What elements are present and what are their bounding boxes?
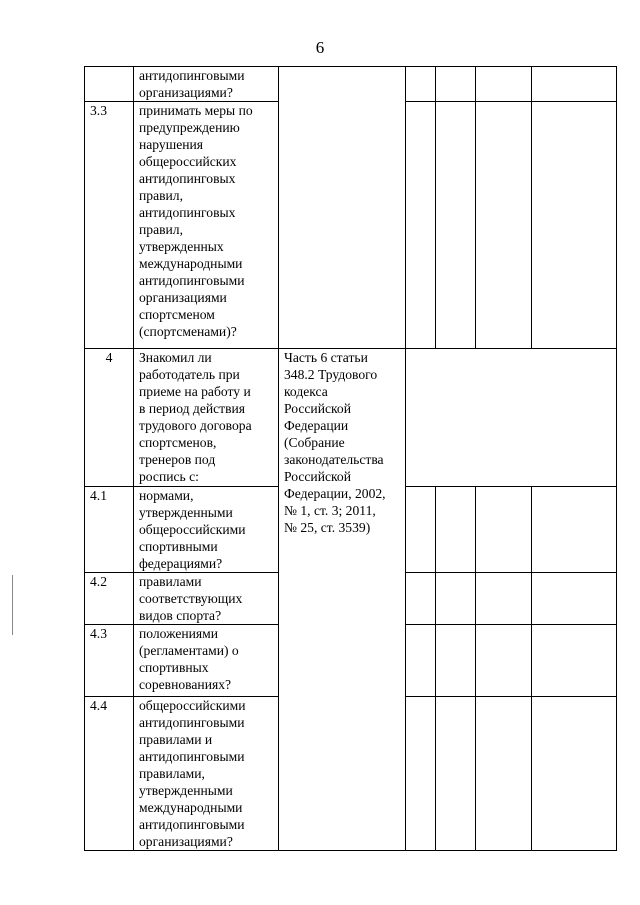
table-row	[85, 67, 617, 102]
item-number: 3.3	[85, 102, 134, 349]
check-cell	[532, 573, 617, 625]
table-row	[85, 349, 617, 487]
scan-artifact	[12, 575, 13, 635]
item-number: 4.2	[85, 573, 134, 625]
check-cell	[406, 573, 436, 625]
merged-check-cell	[406, 349, 617, 487]
check-cell	[532, 697, 617, 851]
page-number: 6	[315, 38, 325, 57]
checklist-table	[84, 66, 617, 851]
item-question: общероссийскими антидопинговыми правилами и антидопинговыми правилами, утвержденными международными антидопинговыми организациями?	[134, 697, 279, 851]
item-number: 4.1	[85, 487, 134, 573]
item-question: Знакомил ли работодатель при приеме на работу и в период действия трудового договора спортсменов, тренеров под роспись с:	[134, 349, 279, 487]
check-cell	[476, 102, 532, 349]
check-cell	[406, 67, 436, 102]
legal-reference: Часть 6 статьи 348.2 Трудового кодекса Российской Федерации (Собрание законодательства Российской Федерации, 2002, № 1, ст. 3; 2011, № 25, ст. 3539)	[279, 349, 406, 851]
check-cell	[532, 625, 617, 697]
item-question: нормами, утвержденными общероссийскими спортивными федерациями?	[134, 487, 279, 573]
check-cell	[436, 487, 476, 573]
item-question: правилами соответствующих видов спорта?	[134, 573, 279, 625]
check-cell	[406, 625, 436, 697]
item-number: 4.3	[85, 625, 134, 697]
check-cell	[532, 67, 617, 102]
check-cell	[436, 573, 476, 625]
reference-cell	[279, 67, 406, 349]
check-cell	[436, 67, 476, 102]
check-cell	[476, 573, 532, 625]
item-question: антидопинговыми организациями?	[134, 67, 279, 102]
check-cell	[476, 67, 532, 102]
check-cell	[436, 625, 476, 697]
check-cell	[406, 102, 436, 349]
check-cell	[406, 487, 436, 573]
item-question: принимать меры по предупреждению нарушения общероссийских антидопинговых правил, антидопинговых правил, утвержденных международными антидопинговыми организациями спортсменом (спортсменами)?	[134, 102, 279, 349]
check-cell	[532, 487, 617, 573]
check-cell	[532, 102, 617, 349]
check-cell	[436, 697, 476, 851]
check-cell	[406, 697, 436, 851]
check-cell	[476, 625, 532, 697]
check-cell	[476, 697, 532, 851]
item-number: 4	[85, 349, 134, 487]
item-question: положениями (регламентами) о спортивных соревнованиях?	[134, 625, 279, 697]
item-number: 4.4	[85, 697, 134, 851]
check-cell	[436, 102, 476, 349]
check-cell	[476, 487, 532, 573]
item-number	[85, 67, 134, 102]
